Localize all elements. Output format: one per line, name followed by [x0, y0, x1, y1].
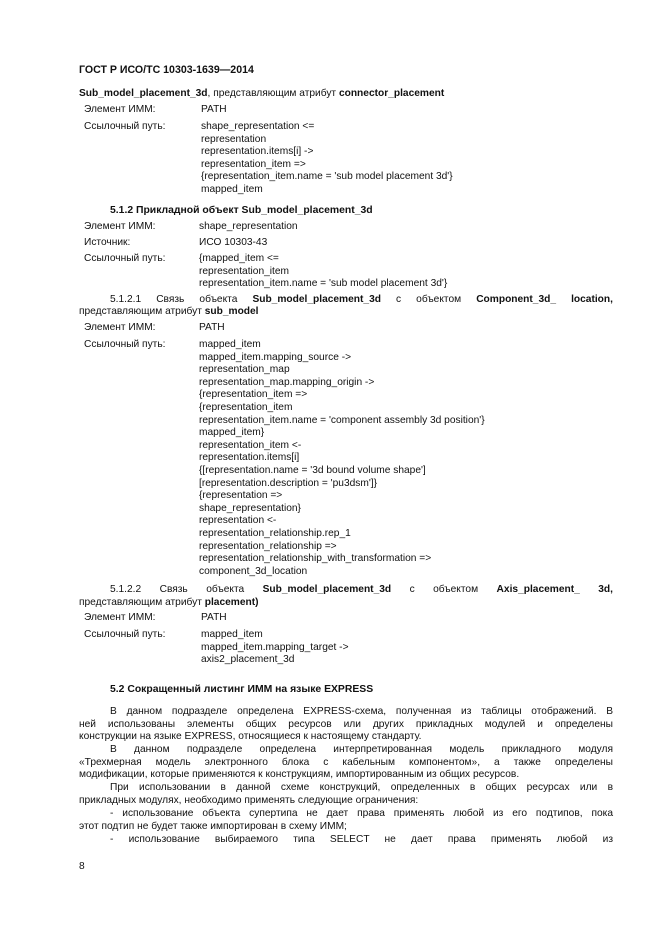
ref-path-line: representation_item =>	[201, 158, 306, 170]
heading-word: Связь	[156, 294, 185, 305]
entity-name: Sub_model_placement_3d	[262, 584, 392, 595]
element-label: Элемент ИММ:	[84, 104, 156, 115]
bullet-line: - использование выбираемого типа SELECT не дает права применять любой из	[110, 834, 613, 845]
element-label: Элемент ИММ:	[84, 612, 156, 623]
bullet-line: - использование объекта супертипа не дает права применять любой из его подтипов, пока	[110, 808, 613, 819]
ref-path-line: {representation_item.name = 'sub model placement 3d'}	[201, 171, 453, 183]
paragraph-2	[79, 744, 613, 782]
bullet-item-2	[79, 834, 613, 847]
heading-word: с	[396, 294, 402, 305]
paragraph-line: «Трехмерная модель электронного блока с кабельным компонентом», а также определены	[79, 756, 613, 768]
ref-path-line: representation_item.name = 'component assembly 3d position'}	[199, 414, 485, 426]
attribute-name: connector_placement	[338, 88, 445, 99]
paragraph-line: ней использованы элементы общих ресурсов или других прикладных модулей и определены	[79, 718, 613, 730]
ref-path-line: shape_representation}	[199, 502, 301, 514]
heading-word: с	[409, 584, 415, 595]
ref-path-lines	[199, 253, 447, 291]
paragraph-line: При использовании в данной схеме конструкций, определенных в общих ресурсах или в	[110, 782, 613, 793]
target-entity-name: location,	[571, 294, 613, 305]
element-value: PATH	[201, 612, 227, 623]
heading-text: представляющим атрибут	[79, 306, 205, 317]
ref-path-line: component_3d_location	[199, 565, 308, 577]
ref-path-line: representation_item	[199, 265, 290, 277]
ref-path-line: representation_map.mapping_origin ->	[199, 376, 375, 388]
ref-path-line: mapped_item.mapping_source ->	[199, 351, 352, 363]
paragraph-line: модификации, которые применяются к конструкциям, импортированным из общих ресурсов.	[79, 769, 520, 781]
ref-path-label: Ссылочный путь:	[84, 339, 166, 350]
target-entity-name: 3d,	[598, 584, 613, 595]
attribute-name: sub_model	[204, 306, 259, 317]
ref-path-line: mapped_item}	[199, 427, 265, 439]
subsection-number: 5.1.2.2	[110, 584, 142, 595]
section-heading-5-2: 5.2 Сокращенный листинг ИММ на языке EXPRESS	[110, 684, 374, 695]
ref-path-line: representation_item.name = 'sub model placement 3d'}	[199, 278, 448, 290]
subsection-heading-line2	[79, 306, 259, 319]
ref-path-line: shape_representation <=	[201, 121, 315, 132]
page-number: 8	[79, 861, 85, 872]
subsection-heading-5-1-2-2	[110, 584, 613, 597]
element-value: shape_representation	[199, 221, 298, 232]
heading-word: объектом	[433, 584, 479, 595]
ref-path-label: Ссылочный путь:	[84, 121, 166, 132]
ref-path-line: {representation =>	[199, 490, 283, 502]
paragraph-3	[79, 782, 613, 807]
element-value: PATH	[199, 322, 225, 333]
ref-path-line: representation_relationship =>	[199, 540, 337, 552]
heading-word: Связь	[159, 584, 188, 595]
ref-path-lines	[199, 339, 485, 578]
ref-path-line: representation	[201, 133, 267, 145]
ref-path-line: representation_relationship.rep_1	[199, 527, 351, 539]
source-value: ИСО 10303-43	[199, 237, 268, 248]
paragraph-line: В данном подразделе определена интерпретированная модель прикладного модуля	[110, 744, 613, 755]
attribute-name: placement)	[204, 597, 259, 608]
paragraph-line: прикладных модулях, необходимо применять следующие ограничения:	[79, 794, 419, 806]
element-label: Элемент ИММ:	[84, 322, 156, 333]
bullet-item-1	[79, 808, 613, 833]
ref-path-lines	[201, 121, 453, 197]
ref-path-lines	[201, 629, 349, 667]
ref-path-line: [representation.description = 'pu3dsm']}	[199, 477, 378, 489]
ref-path-line: mapped_item.mapping_target ->	[201, 641, 349, 653]
ref-path-line: mapped_item	[201, 629, 263, 640]
paragraph-line: конструкции на языке EXPRESS, относящиеся к настоящему стандарту.	[79, 731, 422, 743]
subsection-heading-5-1-2-1	[110, 294, 613, 307]
element-value: PATH	[201, 104, 227, 115]
heading-word: объектом	[416, 294, 462, 305]
bullet-line: этот подтип не будет также импортирован в схему ИММ;	[79, 820, 347, 832]
ref-path-line: axis2_placement_3d	[201, 654, 295, 666]
ref-path-label: Ссылочный путь:	[84, 253, 166, 264]
ref-path-line: representation_relationship_with_transformation =>	[199, 553, 432, 565]
ref-path-line: representation.items[i] ->	[201, 146, 314, 158]
ref-path-line: {[representation.name = '3d bound volume shape']	[199, 464, 426, 476]
subsection-heading-line2	[79, 597, 259, 610]
ref-path-line: {representation_item =>	[199, 389, 308, 401]
source-label: Источник:	[84, 237, 131, 248]
element-label: Элемент ИММ:	[84, 221, 156, 232]
heading-word: объекта	[199, 294, 238, 305]
target-entity-name: Axis_placement_	[496, 584, 580, 595]
ref-path-line: mapped_item	[201, 183, 263, 195]
heading-word: объекта	[206, 584, 245, 595]
entity-name: Sub_model_placement_3d	[252, 294, 381, 305]
heading-text: , представляющим атрибут	[207, 88, 339, 99]
ref-path-line: {mapped_item <=	[199, 253, 279, 264]
ref-path-line: mapped_item	[199, 339, 261, 350]
paragraph-line: В данном подразделе определена EXPRESS-схема, полученная из таблицы отображений. В	[110, 706, 613, 717]
ref-path-label: Ссылочный путь:	[84, 629, 166, 640]
heading-text: представляющим атрибут	[79, 597, 205, 608]
ref-path-line: representation.items[i]	[199, 452, 300, 464]
ref-path-line: representation_map	[199, 364, 290, 376]
ref-path-line: representation <-	[199, 515, 277, 527]
section-heading-5-1-2: 5.1.2 Прикладной объект Sub_model_placement_3d	[110, 205, 373, 216]
target-entity-name: Component_3d_	[476, 294, 557, 305]
ref-path-line: representation_item <-	[199, 439, 302, 451]
section-attribute-heading	[79, 88, 444, 101]
entity-name: Sub_model_placement_3d	[79, 88, 208, 99]
subsection-number: 5.1.2.1	[110, 294, 142, 305]
document-header: ГОСТ Р ИСО/ТС 10303-1639—2014	[79, 64, 254, 76]
paragraph-1	[79, 706, 613, 744]
ref-path-line: {representation_item	[199, 401, 293, 413]
